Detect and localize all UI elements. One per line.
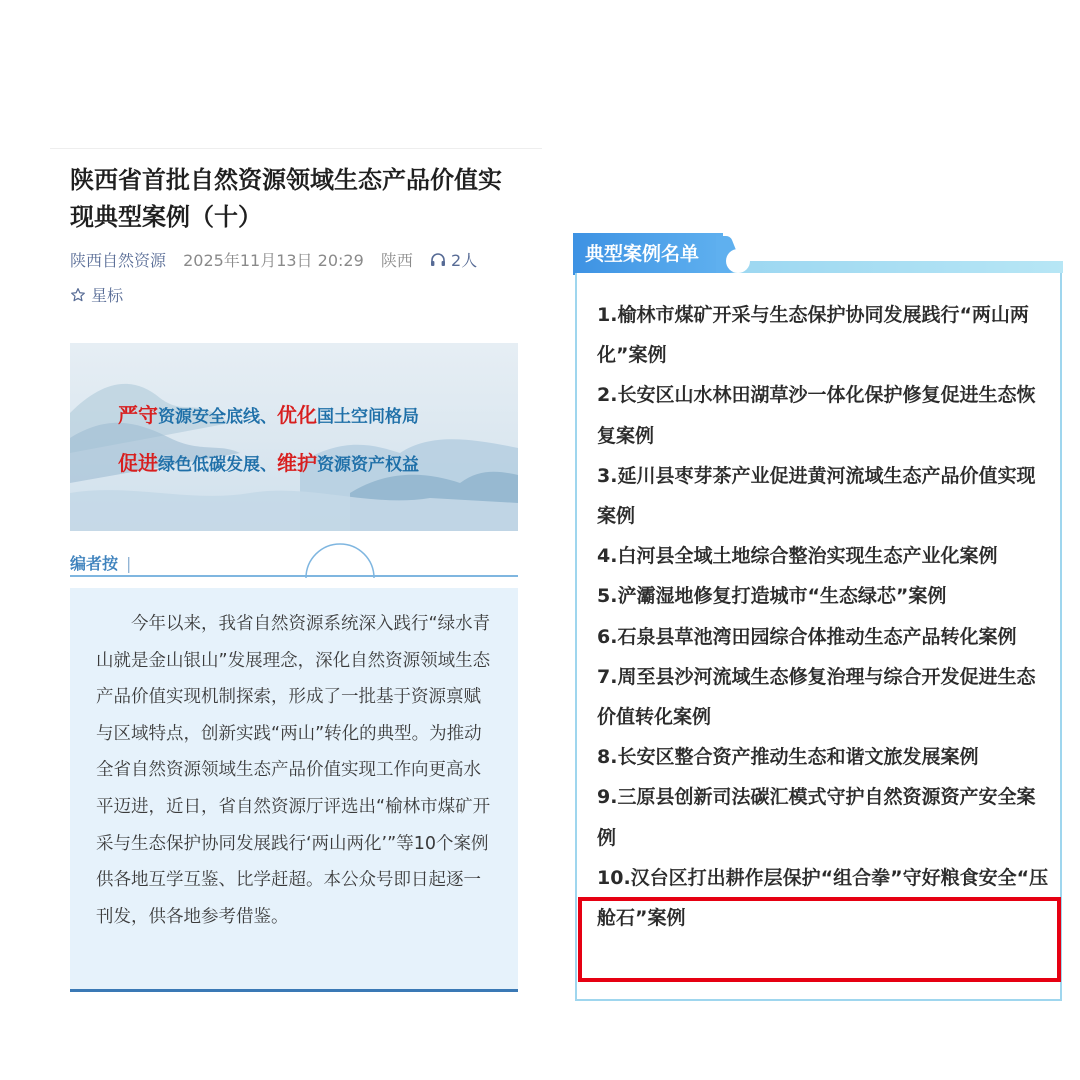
case-item: 3.延川县枣芽茶产业促进黄河流域生态产品价值实现案例 [597,464,1036,528]
editor-note-separator: | [126,554,132,573]
headphones-icon [430,252,446,267]
case-item: 9.三原县创新司法碳汇模式守护自然资源资产安全案例 [597,786,1036,849]
banner-line-1 [118,399,419,428]
star-button[interactable] [70,283,123,306]
listen-button[interactable] [430,251,477,270]
banner-line-2 [118,447,419,476]
account-name-link[interactable]: 陕西自然资源 [70,251,167,270]
banner-word: 绿色低碳发展、 [158,455,277,475]
case-item: 8.长安区整合资产推动生态和谐文旅发展案例 [597,746,979,769]
publish-datetime: 2025年11月13日 20:29 [183,251,364,270]
publish-location: 陕西 [380,251,413,270]
article-meta [70,248,477,271]
editor-note-box [70,588,518,992]
decorative-arc [302,540,378,580]
banner-word: 促进 [118,451,158,475]
star-label: 星标 [91,286,124,305]
banner-word: 资源安全底线、 [158,407,277,427]
case-item: 2.长安区山水林田湖草沙一体化保护修复促进生态恢复案例 [597,384,1036,447]
highlight-annotation-box [578,897,1061,982]
banner-word: 国土空间格局 [317,407,419,427]
tab-cap-decoration [716,236,760,276]
case-item: 6.石泉县草池湾田园综合体推动生态产品转化案例 [597,625,1017,648]
listener-count: 2人 [451,251,478,270]
case-item: 4.白河县全域土地综合整治实现生态产业化案例 [597,545,998,568]
editor-note-text: 今年以来，我省自然资源系统深入践行“绿水青山就是金山银山”发展理念，深化自然资源领域生态产品价值实现机制探索，形成了一批基于资源禀赋与区域特点，创新实践“两山”转化的典型。为推动全省自然资源领域生态产品价值实现工作向更高水平迈进，近日，省自然资源厅评选出“榆林市煤矿开采与生态保护协同发展践行‘两山两化’”等10个案例供各地互学互鉴、比学赶超。本公众号即日起逐一刊发，供各地参考借鉴。 [96,614,491,927]
banner-word: 严守 [118,403,158,427]
slogan-banner [70,343,518,531]
banner-word: 资源资产权益 [317,455,419,475]
top-divider [50,148,542,149]
banner-word: 优化 [277,403,317,427]
case-item: 5.浐灞湿地修复打造城市“生态绿芯”案例 [597,585,947,608]
star-outline-icon [70,287,86,303]
cases-list [597,295,1051,938]
article-title: 陕西省首批自然资源领域生态产品价值实现典型案例（十） [70,166,502,231]
editor-note-underline [70,575,518,577]
cases-list-box [575,273,1062,1001]
case-item: 1.榆林市煤矿开采与生态保护协同发展践行“两山两化”案例 [597,304,1029,367]
editor-note-label [70,551,131,574]
cases-heading: 典型案例名单 [573,233,723,275]
mountain-landscape-illustration [70,343,518,531]
banner-word: 维护 [277,451,317,475]
case-item: 7.周至县沙河流域生态修复治理与综合开发促进生态价值转化案例 [597,665,1036,729]
case-item-highlighted: 10.汉台区打出耕作层保护“组合拳”守好粮食安全“压舱石”案例 [597,866,1049,930]
editor-note-title: 编者按 [70,554,119,573]
